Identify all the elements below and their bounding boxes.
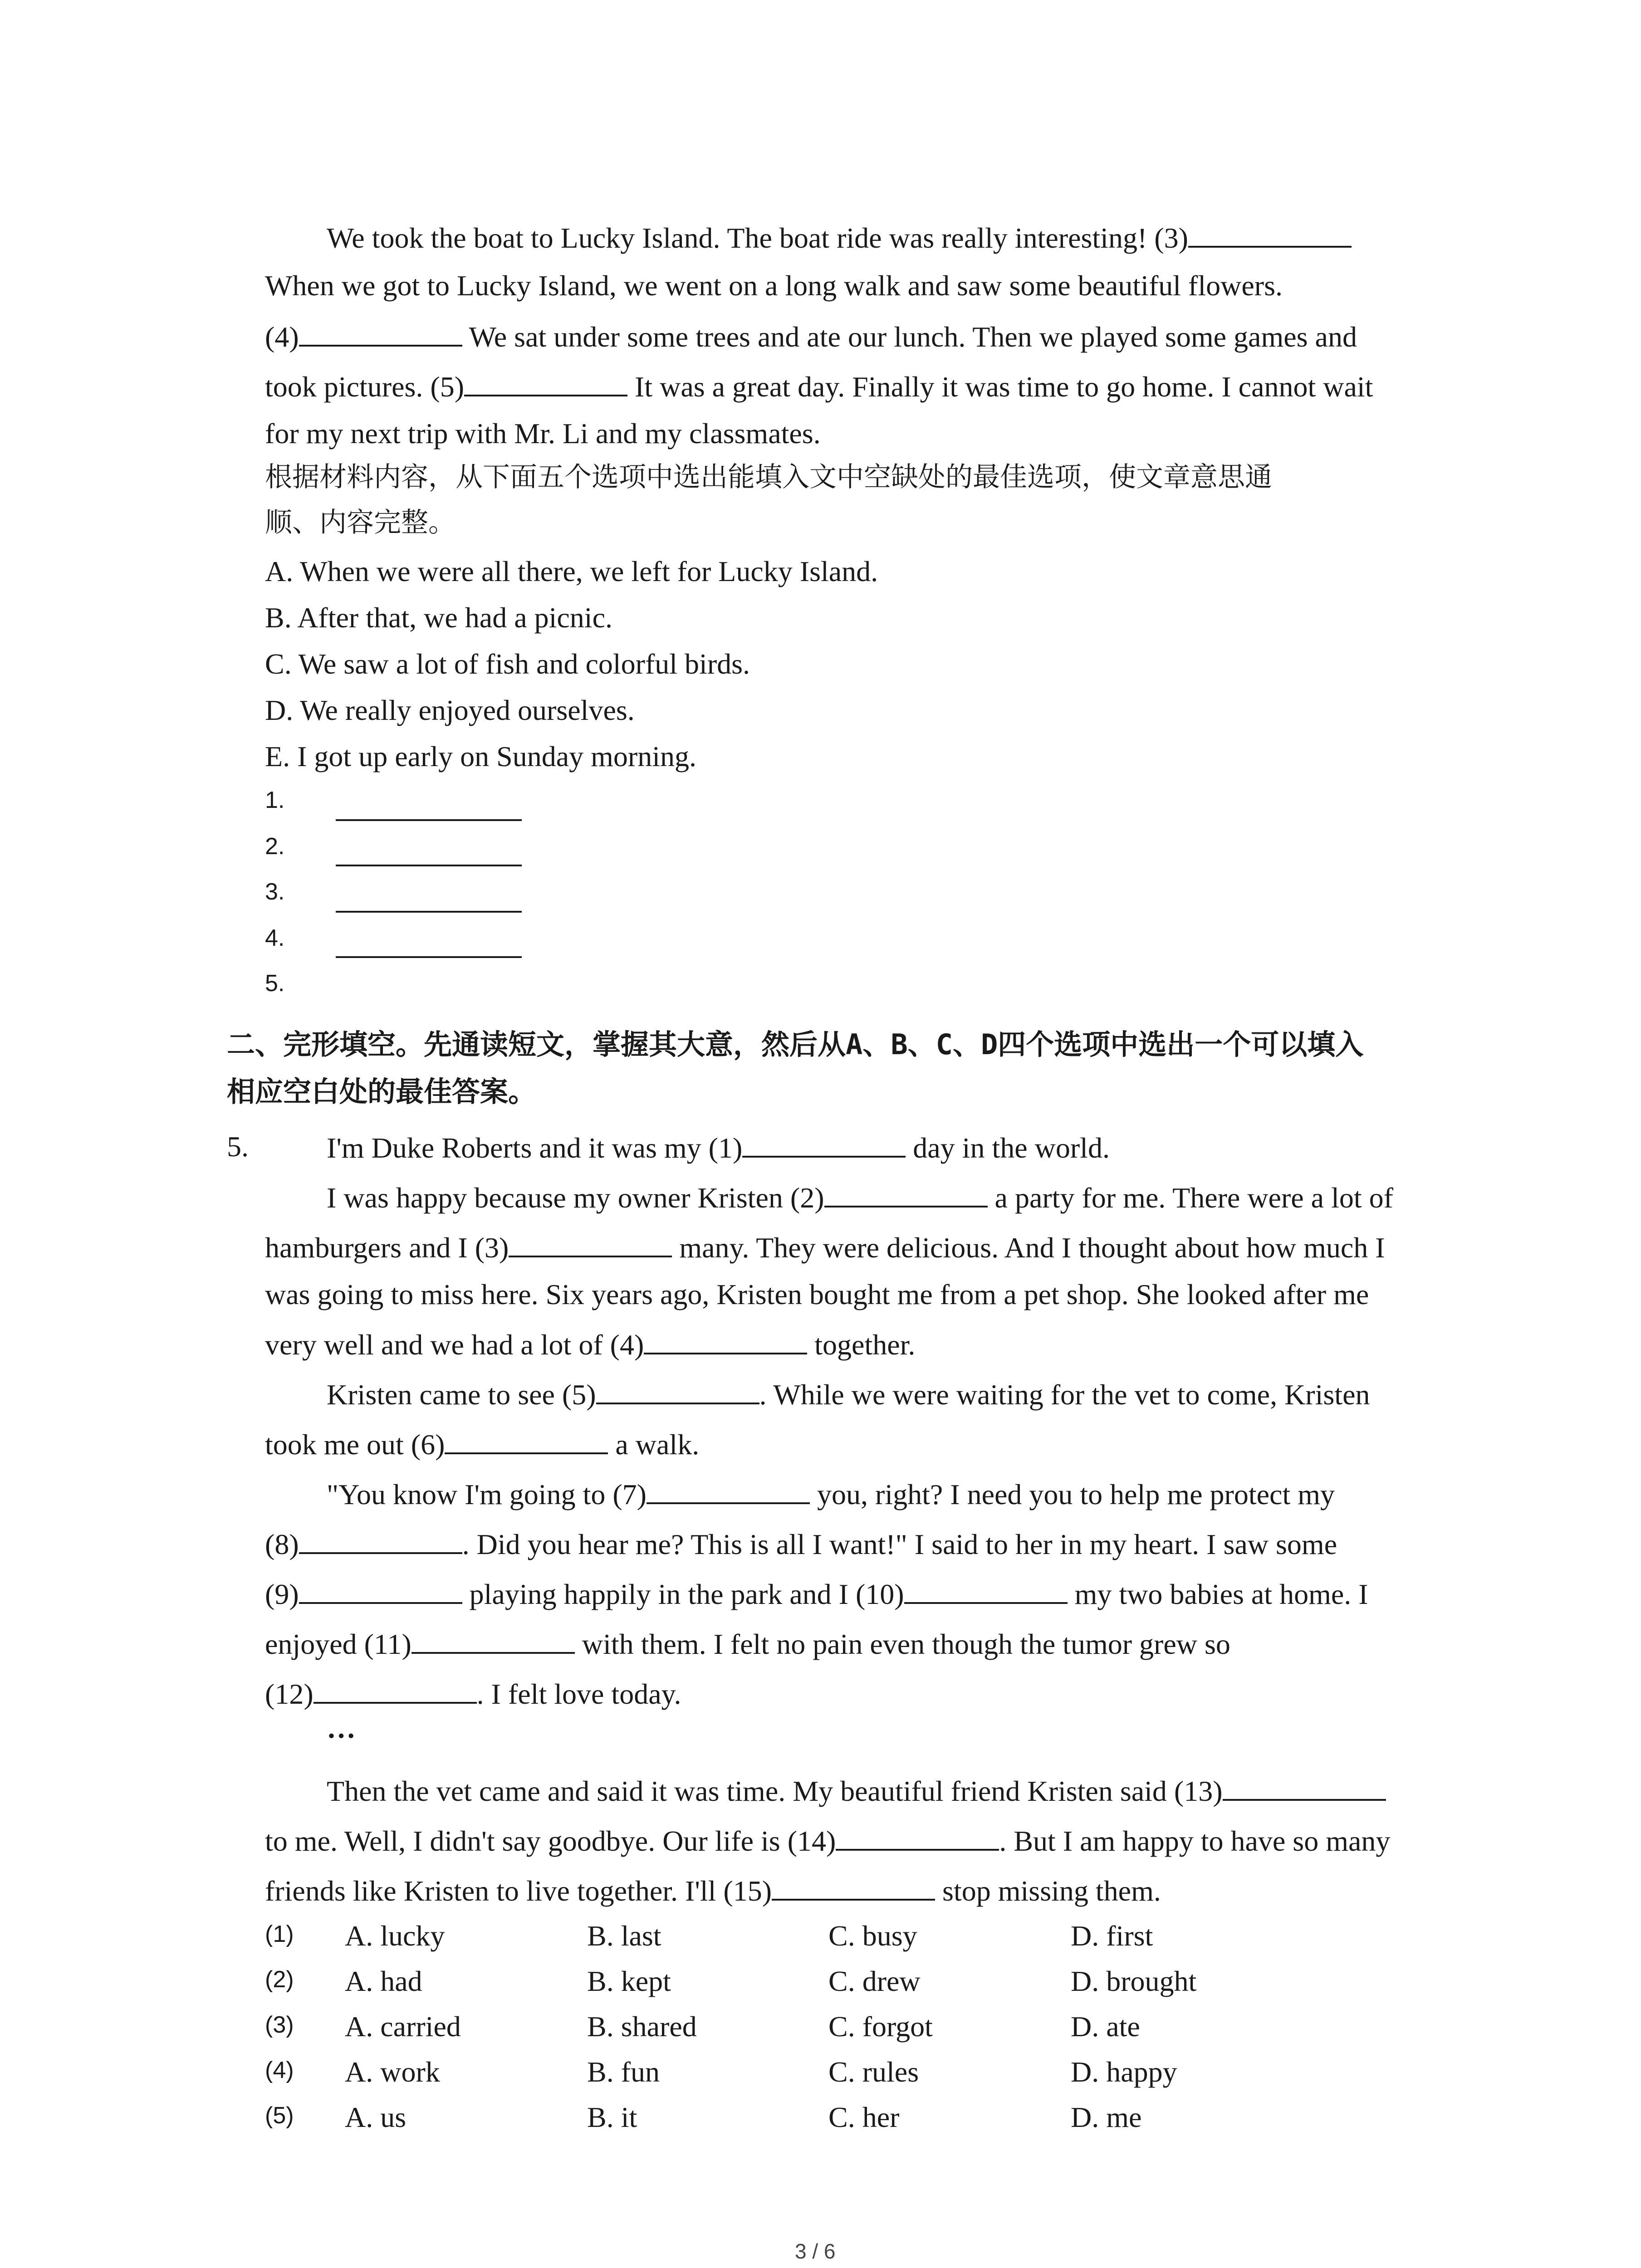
cloze-blank-10[interactable] [904,1579,1068,1604]
choice-a[interactable]: A. lucky [345,1920,445,1952]
instruction-text: 根据材料内容，从下面五个选项中选出能填入文中空缺处的最佳选项，使文章意思通 [265,461,1272,493]
choice-number: (1) [265,1921,294,1947]
choice-b[interactable]: B. fun [587,2056,660,2088]
cloze-blank-9[interactable] [299,1579,462,1604]
passage-line: I was happy because my owner Kristen (2) a party for me. There were a lot of [327,1182,1393,1214]
passage-line: took me out (6) a walk. [265,1428,700,1461]
choice-a[interactable]: A. had [345,1965,422,1997]
passage-line: (9) playing happily in the park and I (10) my two babies at home. I [265,1578,1368,1610]
cloze-blank-7[interactable] [647,1479,810,1504]
answer-line-4[interactable] [336,956,522,958]
passage-line: very well and we had a lot of (4) together. [265,1329,916,1361]
instruction-text: 顺、内容完整。 [265,507,456,538]
option-d: D. We really enjoyed ourselves. [265,694,635,726]
ellipsis: … [327,1712,356,1744]
passage-line: (12) . I felt love today. [265,1678,681,1710]
choice-number: (5) [265,2102,294,2129]
passage-line: enjoyed (11) with them. I felt no pain even though the tumor grew so [265,1628,1230,1660]
choice-c[interactable]: C. her [828,2101,900,2133]
choice-number: (4) [265,2057,294,2083]
cloze-blank-8[interactable] [299,1529,462,1554]
choice-a[interactable]: A. us [345,2101,407,2133]
choice-b[interactable]: B. last [587,1920,661,1952]
answer-line-1[interactable] [336,819,522,821]
answer-number: 3. [265,879,285,905]
choice-d[interactable]: D. first [1071,1920,1153,1952]
answer-line-2[interactable] [336,865,522,866]
section-heading: 二、完形填空。先通读短文，掌握其大意，然后从A、B、C、D四个选项中选出一个可以填入 [227,1028,1364,1061]
cloze-blank-6[interactable] [445,1429,608,1454]
answer-number: 4. [265,925,285,951]
cloze-blank-4[interactable] [644,1329,807,1354]
answer-number: 5. [265,970,285,997]
section-heading: 相应空白处的最佳答案。 [227,1075,537,1108]
cloze-blank-14[interactable] [836,1825,999,1851]
answer-blank-3[interactable] [1188,222,1352,248]
passage-line: friends like Kristen to live together. I'll (15) stop missing them. [265,1875,1161,1907]
choice-a[interactable]: A. carried [345,2010,461,2043]
passage-line: Then the vet came and said it was time. My beautiful friend Kristen said (13) [327,1775,1386,1806]
passage-line: (4) We sat under some trees and ate our lunch. Then we played some games and [265,321,1357,353]
passage-line: took pictures. (5) It was a great day. Finally it was time to go home. I cannot wait [265,371,1373,403]
choice-c[interactable]: C. forgot [828,2010,933,2043]
choice-d[interactable]: D. ate [1071,2010,1140,2043]
question-number: 5. [227,1130,249,1163]
choice-d[interactable]: D. happy [1071,2056,1177,2088]
cloze-blank-11[interactable] [411,1628,575,1654]
choice-c[interactable]: C. rules [828,2056,919,2088]
choice-number: (3) [265,2012,294,2038]
passage-line: was going to miss here. Six years ago, Kristen bought me from a pet shop. She looked after me [265,1278,1369,1310]
choice-number: (2) [265,1966,294,1993]
option-b: B. After that, we had a picnic. [265,601,612,634]
passage-line: Kristen came to see (5) . While we were waiting for the vet to come, Kristen [327,1378,1370,1411]
choice-b[interactable]: B. it [587,2101,637,2133]
cloze-blank-5[interactable] [596,1379,759,1404]
choice-c[interactable]: C. busy [828,1920,917,1952]
option-c: C. We saw a lot of fish and colorful birds. [265,648,750,680]
choice-b[interactable]: B. kept [587,1965,671,1997]
cloze-blank-2[interactable] [824,1182,988,1207]
passage-line: hamburgers and I (3) many. They were delicious. And I thought about how much I [265,1232,1385,1264]
choice-b[interactable]: B. shared [587,2010,697,2043]
cloze-blank-12[interactable] [314,1678,477,1704]
passage-line: to me. Well, I didn't say goodbye. Our life is (14) . But I am happy to have so many [265,1825,1391,1857]
page-number: 3 / 6 [795,2239,836,2263]
cloze-blank-13[interactable] [1223,1775,1386,1801]
option-a: A. When we were all there, we left for Lucky Island. [265,555,878,587]
answer-blank-4[interactable] [299,321,462,347]
passage-line: When we got to Lucky Island, we went on a long walk and saw some beautiful flowers. [265,269,1283,302]
choice-d[interactable]: D. me [1071,2101,1142,2133]
answer-number: 2. [265,833,285,860]
cloze-blank-3[interactable] [509,1232,672,1257]
cloze-blank-15[interactable] [772,1875,935,1901]
passage-line: We took the boat to Lucky Island. The boat ride was really interesting! (3) [327,222,1352,253]
choice-c[interactable]: C. drew [828,1965,921,1997]
passage-line: "You know I'm going to (7) you, right? I need you to help me protect my [327,1478,1335,1510]
cloze-blank-1[interactable] [742,1132,906,1158]
choice-a[interactable]: A. work [345,2056,440,2088]
answer-number: 1. [265,787,285,813]
option-e: E. I got up early on Sunday morning. [265,740,696,772]
answer-line-3[interactable] [336,911,522,913]
choice-d[interactable]: D. brought [1071,1965,1197,1997]
passage-line: (8) . Did you hear me? This is all I want!" I said to her in my heart. I saw some [265,1528,1337,1560]
passage-line: for my next trip with Mr. Li and my classmates. [265,417,821,450]
passage-line: I'm Duke Roberts and it was my (1) day in the world. [327,1132,1110,1164]
answer-blank-5[interactable] [464,371,627,396]
